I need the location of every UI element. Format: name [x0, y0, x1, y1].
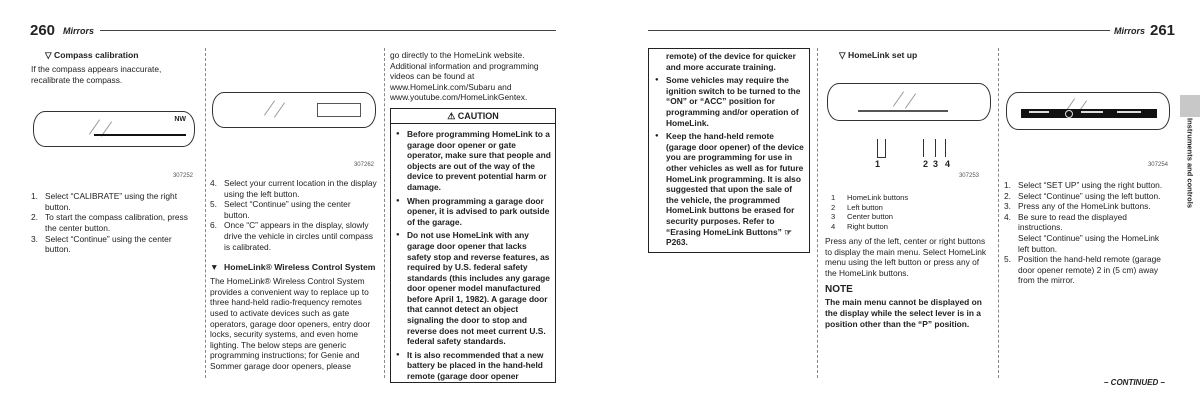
warning-triangle-icon: ⚠: [447, 110, 456, 121]
compass-screen-bar: [94, 134, 186, 136]
calibration-steps: [210, 178, 378, 252]
calibration-figure-code: 307262: [353, 162, 374, 168]
left-col-1: [31, 50, 197, 255]
mirror-illustration: [827, 83, 991, 121]
step-text: Select “CALIBRATE” using the right button.: [45, 191, 178, 212]
list-item: [210, 178, 378, 199]
step-number: 4.: [210, 178, 217, 188]
step-text: To start the compass calibration, press the center button.: [45, 212, 188, 233]
list-item: ● It is also recommended that a new battery be placed in the hand-held remote (garage door opener: [393, 350, 551, 382]
mirror-display-screen: [317, 103, 361, 117]
list-item: [1004, 180, 1172, 191]
step-number: 2.: [31, 212, 38, 223]
list-item: [1004, 254, 1172, 286]
continued-label: – CONTINUED –: [1104, 378, 1165, 387]
homelink-url-2[interactable]: www.youtube.com/HomeLinkGentex.: [390, 92, 528, 103]
setup-figure-code: 307254: [1147, 162, 1168, 168]
list-item: ● Keep the hand-held remote (garage door opener) of the device you are programming for use in other vehicles as well as for future HomeLink programming. It is also suggested that upon the sale of the vehicle, the programmed HomeLink buttons be erased for security purposes. Refer to “Erasing HomeLink Buttons” ☞P263.: [652, 131, 806, 248]
right-col-2: [825, 50, 993, 329]
compass-steps: [31, 191, 197, 255]
triangle-down-outline-icon: ▽: [45, 50, 52, 60]
homelink-heading: [210, 262, 378, 272]
homelink-legend: [825, 193, 993, 231]
caution-list: [391, 124, 555, 382]
step-text: Select “Continue” using the center button.: [224, 199, 351, 220]
legend-item: 2 Left button: [831, 202, 883, 212]
left-col-divider-1: [205, 48, 206, 378]
left-page-number: 260: [30, 22, 56, 39]
caution-continued-text: remote) of the device for quicker and more accurate training.: [666, 51, 796, 72]
step-text: Select your current location in the display using the left button.: [224, 178, 377, 199]
list-item: [1004, 201, 1172, 212]
left-header-rule: [100, 30, 556, 31]
list-item: [210, 220, 378, 252]
compass-figure-code: 307252: [172, 173, 193, 180]
homelink-setup-heading-text: HomeLink set up: [848, 50, 918, 60]
caution-title: CAUTION: [457, 110, 499, 121]
step-number: 1.: [1004, 180, 1011, 190]
compass-figure: [31, 105, 197, 183]
right-col-divider-2: [998, 48, 999, 378]
step-text: Position the hand-held remote (garage door opener remote) 2 in (5 cm) away from the mirror.: [1018, 254, 1161, 286]
note-title: NOTE: [825, 284, 853, 296]
right-col-3: [1004, 50, 1172, 286]
list-item: [1004, 191, 1172, 202]
calibration-figure: [210, 50, 378, 174]
list-item: [31, 234, 197, 255]
list-item: ● Some vehicles may require the ignition switch to be turned to the “ON” or “ACC” position for programming and/or operation of HomeLink.: [652, 75, 806, 128]
mirror-illustration: [33, 111, 195, 147]
legend-item: 1 HomeLink buttons: [831, 193, 909, 202]
step-number: 5.: [1004, 254, 1011, 265]
left-col-divider-2: [384, 48, 385, 378]
callout-3: 3: [933, 159, 939, 169]
step-number: 3.: [1004, 201, 1011, 212]
step-number: 2.: [1004, 190, 1011, 201]
legend-item: 3 Center button: [831, 212, 894, 221]
homelink-heading-text: HomeLink® Wireless Control System: [224, 262, 376, 273]
caution-box: [390, 108, 556, 383]
list-item: [210, 199, 378, 220]
mirror-illustration: [1006, 92, 1170, 130]
homelink-intro: The HomeLink® Wireless Control System provides a convenient way to replace up to three hand-held radio-frequency remotes used to activate devices such as gate operators, garage door openers, entry door locks, security systems, and even home lighting. The below steps are generic programming instructions; for Genie and Sommer garage door openers, please: [210, 276, 371, 371]
setup-figure: [1004, 50, 1172, 174]
left-col-2: [210, 50, 378, 372]
list-item: [31, 212, 197, 233]
note-text: The main menu cannot be displayed on the display while the select lever is in a position other than the “P” position.: [825, 297, 982, 329]
caution-list-continued: [652, 75, 806, 248]
compass-calibration-heading: [45, 50, 197, 61]
list-item: ● Do not use HomeLink with any garage door opener that lacks safety stop and reverse features, as required by U.S. federal safety standards (this includes any garage door opener model manufactured before April 1, 1982). A garage door that cannot detect an object signaling the door to stop and reverse does not meet current U.S. federal safety standards.: [393, 230, 551, 347]
caution-box-continued: [648, 48, 810, 253]
callout-4: 4: [945, 159, 951, 169]
triangle-down-outline-icon: ▽: [839, 50, 846, 60]
compass-display-label: NW: [174, 116, 186, 124]
homelink-setup-figure-code: 307253: [958, 173, 979, 179]
compass-calibration-heading-text: Compass calibration: [54, 50, 139, 60]
step-text: Be sure to read the displayed instructions. Select “Continue” using the HomeLink left button.: [1018, 211, 1160, 254]
list-item: [1004, 212, 1172, 254]
step-text: Select “Continue” using the center button.: [45, 233, 172, 255]
step-number: 6.: [210, 220, 217, 231]
list-item: ● When programming a garage door opener, it is advised to park outside of the garage.: [393, 196, 551, 228]
step-text: Select “SET UP” using the right button.: [1018, 180, 1163, 190]
homelink-website-text: go directly to the HomeLink website. Additional information and programming videos can be found at: [390, 50, 539, 82]
step-number: 5.: [210, 199, 217, 210]
right-header-rule: [648, 30, 1110, 31]
homelink-setup-heading: [839, 50, 993, 61]
callout-2: 2: [923, 159, 929, 169]
left-page-header: Mirrors: [63, 26, 95, 36]
homelink-setup-figure: [825, 61, 993, 185]
setup-steps: [1004, 180, 1172, 286]
right-col-1: [648, 48, 810, 253]
caution-header: [391, 109, 555, 124]
step-number: 4.: [1004, 211, 1011, 222]
homelink-buttons-strip: [858, 110, 948, 112]
triangle-down-filled-icon: ▼: [210, 262, 219, 273]
step-number: 3.: [31, 233, 38, 244]
right-page-number: 261: [1150, 22, 1176, 39]
mirror-illustration: [212, 92, 376, 128]
list-item: [31, 191, 197, 212]
left-col-3: [390, 50, 556, 383]
step-text: Press any of the HomeLink buttons.: [1018, 201, 1151, 212]
callout-1: 1: [875, 159, 881, 169]
legend-item: 4 Right button: [831, 221, 888, 231]
step-number: 1.: [31, 191, 38, 202]
compass-intro: If the compass appears inaccurate, recalibrate the compass.: [31, 64, 162, 85]
list-item: ● Before programming HomeLink to a garage door opener or gate operator, make sure that people and objects are out of the way of the device to prevent potential harm or damage.: [393, 129, 551, 193]
homelink-url-1[interactable]: www.HomeLink.com/Subaru and: [390, 81, 512, 92]
step-text: Once “C” appears in the display, slowly drive the vehicle in circles until compass is calibrated.: [224, 220, 373, 252]
right-col-divider-1: [817, 48, 818, 378]
setup-display-screen: [1021, 109, 1157, 118]
homelink-setup-body: Press any of the left, center or right buttons to display the main menu. Select HomeLink menu using the left button or press any of the HomeLink buttons.: [825, 236, 987, 278]
right-page-header: Mirrors: [1114, 26, 1146, 36]
side-tab-label: Instruments and controls: [1185, 118, 1195, 209]
side-tab: [1180, 95, 1200, 117]
step-text: Select “Continue” using the left button.: [1018, 190, 1161, 201]
